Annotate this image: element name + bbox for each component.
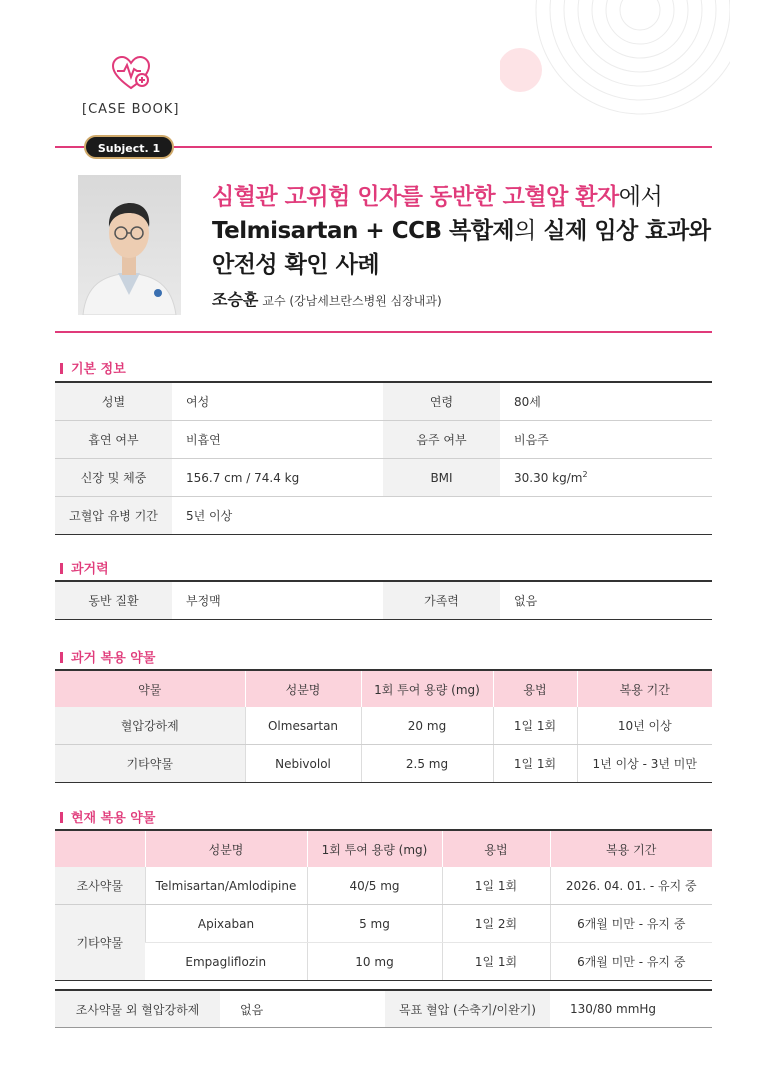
table-row — [55, 581, 712, 620]
value-family-history: 없음 — [500, 581, 712, 620]
header-usage: 용법 — [442, 830, 550, 867]
author-name: 조승훈 — [212, 290, 259, 309]
cell-usage: 1일 1회 — [493, 745, 577, 783]
table-header-row — [55, 670, 712, 707]
cell-dose: 20 mg — [361, 707, 493, 745]
cell-usage: 1일 1회 — [442, 943, 550, 981]
cell-category: 기타약물 — [55, 745, 245, 783]
label-target-bp: 목표 혈압 (수축기/이완기) — [385, 990, 550, 1028]
cell-period: 1년 이상 - 3년 미만 — [577, 745, 712, 783]
bp-target-table — [55, 989, 712, 1028]
cell-dose: 40/5 mg — [307, 867, 442, 905]
cell-ingredient: Olmesartan — [245, 707, 361, 745]
title-drug: Telmisartan + CCB 복합제 — [212, 218, 515, 244]
bmi-value: 30.30 kg/m — [514, 471, 583, 485]
author-affiliation: 교수 (강남세브란스병원 심장내과) — [262, 294, 442, 308]
table-row — [55, 867, 712, 905]
bmi-sup: 2 — [582, 470, 588, 479]
header-period: 복용 기간 — [577, 670, 712, 707]
casebook-label: [CASE BOOK] — [82, 102, 180, 117]
table-row — [55, 382, 712, 421]
decorative-circles — [500, 0, 730, 160]
table-row — [55, 905, 712, 943]
header-divider — [55, 331, 712, 333]
table-row — [55, 459, 712, 497]
label-hypertension-duration: 고혈압 유병 기간 — [55, 497, 172, 535]
past-meds-table — [55, 669, 712, 783]
author-photo — [78, 175, 181, 315]
value-comorbidity: 부정맥 — [172, 581, 383, 620]
value-other-antihypertensive: 없음 — [220, 990, 385, 1028]
cell-period: 6개월 미만 - 유지 중 — [550, 905, 712, 943]
title-line2-rest: 실제 임상 효과와 — [535, 218, 711, 244]
value-height-weight: 156.7 cm / 74.4 kg — [172, 459, 383, 497]
cell-ingredient: Telmisartan/Amlodipine — [145, 867, 307, 905]
title-suffix: 에서 — [618, 184, 663, 210]
cell-period: 10년 이상 — [577, 707, 712, 745]
header-usage: 용법 — [493, 670, 577, 707]
label-drinking: 음주 여부 — [383, 421, 500, 459]
cell-period: 2026. 04. 01. - 유지 중 — [550, 867, 712, 905]
cell-ingredient: Nebivolol — [245, 745, 361, 783]
title-line3: 안전성 확인 사례 — [212, 252, 380, 278]
cell-category: 기타약물 — [55, 905, 145, 981]
table-row — [55, 745, 712, 783]
value-gender: 여성 — [172, 382, 383, 421]
subject-badge: Subject. 1 — [84, 135, 174, 159]
label-smoking: 흡연 여부 — [55, 421, 172, 459]
title-particle: 의 — [514, 218, 536, 244]
table-row — [55, 421, 712, 459]
history-table — [55, 580, 712, 620]
header-ingredient: 성분명 — [245, 670, 361, 707]
value-hypertension-duration: 5년 이상 — [172, 497, 712, 535]
label-other-antihypertensive: 조사약물 외 혈압강하제 — [55, 990, 220, 1028]
cell-category: 조사약물 — [55, 867, 145, 905]
label-comorbidity: 동반 질환 — [55, 581, 172, 620]
cell-usage: 1일 1회 — [442, 867, 550, 905]
value-bmi — [500, 459, 712, 497]
author — [212, 287, 442, 310]
heart-pulse-plus-icon — [110, 54, 152, 92]
value-target-bp: 130/80 mmHg — [550, 990, 712, 1028]
cell-usage: 1일 1회 — [493, 707, 577, 745]
value-drinking: 비음주 — [500, 421, 712, 459]
label-family-history: 가족력 — [383, 581, 500, 620]
cell-dose: 10 mg — [307, 943, 442, 981]
table-row — [55, 497, 712, 535]
label-gender: 성별 — [55, 382, 172, 421]
table-row — [55, 707, 712, 745]
header-period: 복용 기간 — [550, 830, 712, 867]
table-row — [55, 990, 712, 1028]
basic-info-table — [55, 381, 712, 535]
cell-category: 혈압강하제 — [55, 707, 245, 745]
label-bmi: BMI — [383, 459, 500, 497]
section-title-past-meds: 과거 복용 약물 — [60, 647, 155, 666]
section-title-current-meds: 현재 복용 약물 — [60, 807, 155, 826]
header-empty — [55, 830, 145, 867]
value-age: 80세 — [500, 382, 712, 421]
case-title — [212, 180, 712, 282]
section-title-basic-info: 기본 정보 — [60, 358, 126, 377]
table-row — [55, 943, 712, 981]
label-age: 연령 — [383, 382, 500, 421]
title-highlight: 심혈관 고위험 인자를 동반한 고혈압 환자 — [212, 184, 619, 210]
table-header-row — [55, 830, 712, 867]
cell-ingredient: Apixaban — [145, 905, 307, 943]
label-height-weight: 신장 및 체중 — [55, 459, 172, 497]
cell-usage: 1일 2회 — [442, 905, 550, 943]
current-meds-table — [55, 829, 712, 981]
cell-dose: 2.5 mg — [361, 745, 493, 783]
section-title-history: 과거력 — [60, 558, 109, 577]
cell-ingredient: Empagliflozin — [145, 943, 307, 981]
header-drug: 약물 — [55, 670, 245, 707]
value-smoking: 비흡연 — [172, 421, 383, 459]
header-dose: 1회 투여 용량 (mg) — [361, 670, 493, 707]
cell-dose: 5 mg — [307, 905, 442, 943]
cell-period: 6개월 미만 - 유지 중 — [550, 943, 712, 981]
header-dose: 1회 투여 용량 (mg) — [307, 830, 442, 867]
header-ingredient: 성분명 — [145, 830, 307, 867]
